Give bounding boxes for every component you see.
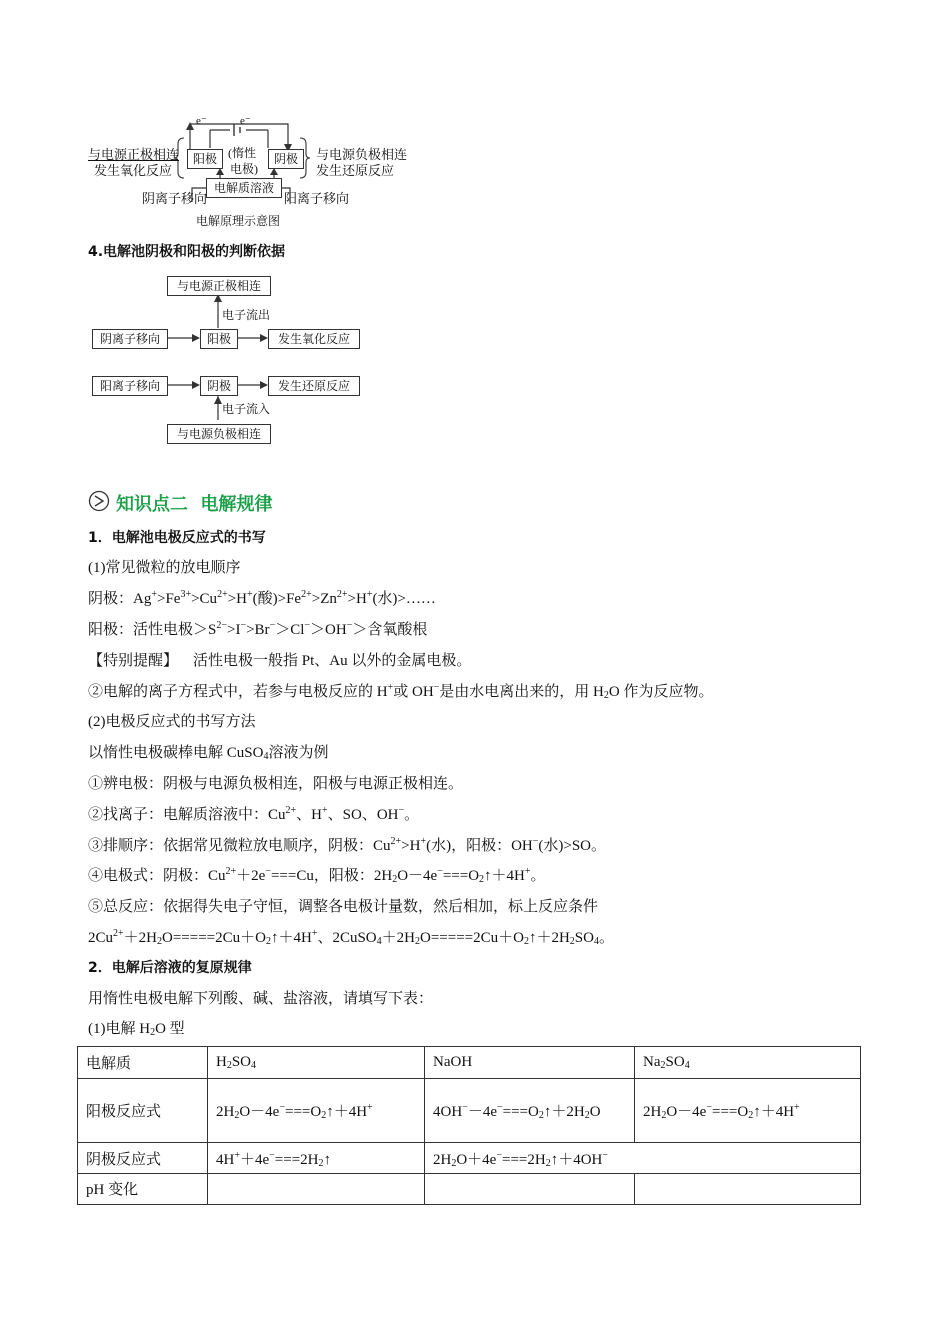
- electron-label-left: e⁻: [196, 115, 207, 127]
- inert-label-2: 电极): [230, 162, 258, 176]
- cell-h2so4-anode: $2H_2O-4e^-===O_2↑+4H^+$: [208, 1079, 425, 1143]
- total-reaction-equation: $2Cu^{2+}+2H_2O=====2Cu+O_2↑+4H^+$、$2CuSO_4+2H_2O=====2Cu+O_2↑+2H_2SO_4$。: [88, 928, 614, 947]
- anion-migration-label: 阴离子移向: [142, 191, 208, 206]
- water-ion-note: ②电解的离子方程式中，若参与电极反应的 H+或 OH−是由水电离出来的，用 $H_2O$ 作为反应物。: [88, 682, 714, 701]
- knowledge-point-title: 知识点二 电解规律: [116, 494, 273, 515]
- cathode-note-2: 发生还原反应: [316, 163, 395, 178]
- cell-naoh-anode: $4OH^--4e^-===O_2↑+2H_2O$: [425, 1079, 635, 1143]
- table-instruction: 用惰性电极电解下列酸、碱、盐溶液，请填写下表：: [88, 991, 434, 1007]
- electron-label-right: e⁻: [240, 115, 251, 127]
- cell-na2so4: $Na_2SO_4$: [635, 1047, 861, 1079]
- anode-note-2: 发生氧化反应: [94, 163, 173, 178]
- step-electrode-equations: ④电极式：阴极：$Cu^{2+}+2e^-===Cu$，阳极：$2H_2O-4e^-===O_2↑+4H^+$。: [88, 866, 546, 885]
- section-4-title: 4.电解池阴极和阳极的判断依据: [88, 244, 286, 260]
- discharge-order-heading: (1)常见微粒的放电顺序: [88, 560, 241, 576]
- inert-label-1: (惰性: [228, 146, 256, 160]
- cell-naoh-ph: [425, 1174, 635, 1205]
- cell-h2so4-ph: [208, 1174, 425, 1205]
- knowledge-point-icon: [88, 490, 110, 512]
- cell-naoh-cathode: $2H_2O+4e^-===2H_2↑+4OH^-$: [425, 1143, 861, 1174]
- cathode-discharge-order: 阴极：$Ag^+>Fe^{3+}>Cu^{2+}>H^+$(酸)$>Fe^{2+}>Zn^{2+}>H^+$(水)>……: [88, 589, 436, 607]
- electrolyte-box: 电解质溶液: [206, 178, 282, 198]
- table-row: [78, 1143, 861, 1174]
- electron-in-label: 电子流入: [222, 402, 271, 416]
- section-1-title: 1．电解池电极反应式的书写: [88, 530, 266, 546]
- diagram2-lines: [88, 270, 378, 450]
- anode-box: 阳极: [187, 149, 223, 169]
- negative-pole-box: 与电源负极相连: [167, 424, 271, 444]
- anode-note-1: 与电源正极相连: [88, 147, 180, 162]
- electron-out-label: 电子流出: [222, 308, 271, 322]
- cathode-note-1: 与电源负极相连: [316, 147, 408, 162]
- cell-na2so4-ph: [635, 1174, 861, 1205]
- oxidation-box: 发生氧化反应: [268, 329, 360, 349]
- header-ph-change: pH 变化: [78, 1174, 208, 1205]
- cell-naoh: NaOH: [425, 1047, 635, 1079]
- anode-discharge-order: 阳极：活性电极$>S^{2-}>I^->Br^->Cl^->OH^->$含氧酸根: [88, 620, 428, 638]
- writing-method-heading: (2)电极反应式的书写方法: [88, 714, 256, 730]
- step-identify-electrode: ①辨电极：阴极与电源负极相连，阳极与电源正极相连。: [88, 776, 464, 792]
- special-reminder: [88, 651, 471, 671]
- header-electrolyte: 电解质: [78, 1047, 208, 1079]
- cuso4-example: 以惰性电极碳棒电解 CuSO$_4$溶液为例: [88, 745, 329, 762]
- table-subheading: (1)电解 $H_2O$ 型: [88, 1021, 185, 1038]
- step-order: ③排顺序：依据常见微粒放电顺序，阴极：$Cu^{2+}>H^+$(水)，阳极：OH−(水)>SO。: [88, 836, 607, 854]
- cation-migration-box: 阳离子移向: [92, 376, 168, 396]
- cell-na2so4-anode: $2H_2O-4e^-===O_2↑+4H^+$: [635, 1079, 861, 1143]
- reduction-box: 发生还原反应: [268, 376, 360, 396]
- anode-judgment-box: 阳极: [200, 329, 238, 349]
- cathode-box: 阴极: [268, 149, 304, 169]
- cell-h2so4-cathode: $4H^++4e^-===2H_2↑$: [208, 1143, 425, 1174]
- cell-h2so4: $H_2SO_4$: [208, 1047, 425, 1079]
- section-2-title: 2．电解后溶液的复原规律: [88, 960, 252, 976]
- cathode-judgment-box: 阴极: [200, 376, 238, 396]
- table-row: [78, 1047, 861, 1079]
- table-row: [78, 1079, 861, 1143]
- step-find-ions: ②找离子：电解质溶液中：$Cu^{2+}$、H+、SO、OH−。: [88, 805, 420, 823]
- table-row: [78, 1174, 861, 1205]
- positive-pole-box: 与电源正极相连: [167, 276, 271, 296]
- cation-migration-label: 阳离子移向: [284, 191, 350, 206]
- special-reminder-label: 【特别提醒】: [88, 653, 179, 669]
- header-cathode-reaction: 阴极反应式: [78, 1143, 208, 1174]
- electrolysis-table: [77, 1046, 861, 1205]
- header-anode-reaction: 阳极反应式: [78, 1079, 208, 1143]
- special-reminder-text: 活性电极一般指 Pt、Au 以外的金属电极。: [193, 653, 472, 669]
- step-total-reaction: ⑤总反应：依据得失电子守恒，调整各电极计量数，然后相加，标上反应条件: [88, 899, 599, 915]
- anion-migration-box: 阴离子移向: [92, 329, 168, 349]
- diagram1-caption: 电解原理示意图: [196, 214, 281, 228]
